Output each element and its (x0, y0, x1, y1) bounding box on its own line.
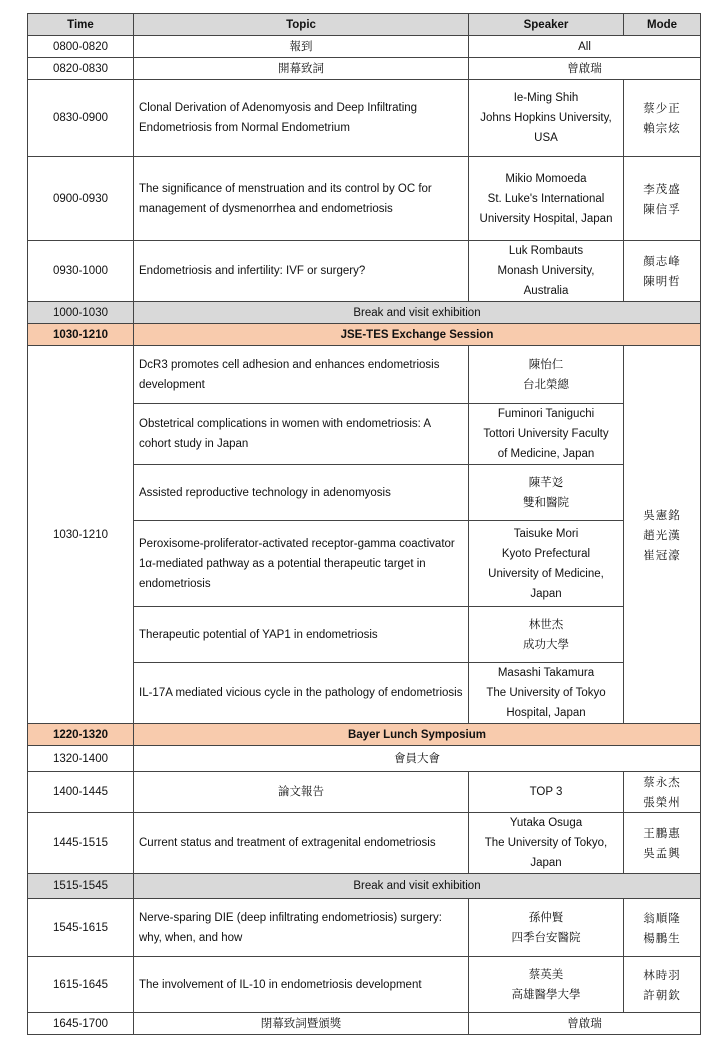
speaker-line: Yutaka Osuga (509, 817, 583, 829)
speaker-line: University Hospital, Japan (479, 212, 613, 225)
speaker-line: Taisuke Mori (513, 527, 579, 540)
moderator-line: 吳憲銘 (643, 507, 681, 522)
speaker-cell (469, 607, 624, 663)
speaker-cell (469, 346, 624, 404)
speaker-line: St. Luke's International (487, 192, 605, 205)
table-row (28, 813, 701, 874)
speaker-line: Masashi Takamura (497, 667, 595, 679)
moderator-line: 顏志峰 (643, 254, 681, 268)
speaker-cell (469, 80, 624, 157)
speaker-cell (469, 521, 624, 607)
mode-cell (624, 772, 701, 813)
header-speaker: Speaker (469, 14, 624, 36)
speaker-cell: 曾啟瑞 (469, 58, 701, 80)
moderator-line: 蔡少正 (643, 101, 681, 115)
time-cell: 1030-1210 (28, 324, 134, 346)
speaker-cell (469, 404, 624, 465)
speaker-cell (469, 157, 624, 241)
session-mode-cell (624, 346, 701, 724)
topic-cell: 開幕致詞 (134, 58, 469, 80)
mode-cell (624, 157, 701, 241)
table-row (28, 899, 701, 957)
speaker-cell: 曾啟瑞 (469, 1013, 701, 1035)
break-label: Break and visit exhibition (134, 874, 701, 899)
speaker-line: 四季台安醫院 (511, 931, 581, 944)
topic-cell: 論文報告 (134, 772, 469, 813)
speaker-line: 台北榮總 (523, 378, 569, 391)
speaker-line: Johns Hopkins University, (480, 112, 612, 124)
speaker-line: 蔡英美 (528, 968, 564, 981)
speaker-line: Japan (530, 857, 562, 869)
moderator-line: 蔡永杰 (643, 775, 681, 789)
session-header-row (28, 724, 701, 746)
moderator-line: 李茂盛 (643, 181, 681, 196)
table-row (28, 772, 701, 813)
session-title: JSE-TES Exchange Session (134, 324, 701, 346)
speaker-line: Ie-Ming Shih (513, 92, 579, 104)
time-cell: 1615-1645 (28, 957, 134, 1013)
time-cell: 1645-1700 (28, 1013, 134, 1035)
speaker-cell: All (469, 36, 701, 58)
table-row (28, 957, 701, 1013)
mode-cell (624, 957, 701, 1013)
time-cell: 1400-1445 (28, 772, 134, 813)
time-cell: 1000-1030 (28, 302, 134, 324)
time-cell: 0800-0820 (28, 36, 134, 58)
topic-cell: Assisted reproductive technology in adenomyosis (134, 465, 469, 521)
header-topic: Topic (134, 14, 469, 36)
moderator-line: 王鵬惠 (643, 826, 681, 840)
speaker-cell (469, 813, 624, 874)
speaker-line: USA (534, 132, 558, 144)
moderator-line: 張榮州 (643, 795, 681, 809)
break-row (28, 874, 701, 899)
mode-cell (624, 899, 701, 957)
topic-cell: The involvement of IL-10 in endometriosis development (134, 957, 469, 1013)
session-header-row (28, 324, 701, 346)
speaker-line: The University of Tokyo (486, 687, 606, 699)
speaker-cell: TOP 3 (469, 772, 624, 813)
moderator-line: 賴宗炫 (643, 121, 681, 135)
topic-cell: Endometriosis and infertility: IVF or surgery? (134, 241, 469, 302)
speaker-cell (469, 465, 624, 521)
session-time-cell: 1030-1210 (28, 346, 134, 724)
topic-cell: Clonal Derivation of Adenomyosis and Deep Infiltrating Endometriosis from Normal Endometrium (134, 80, 469, 157)
mode-cell (624, 813, 701, 874)
moderator-line: 吳孟興 (643, 846, 681, 860)
speaker-line: 陳怡仁 (528, 358, 564, 371)
table-row (28, 1013, 701, 1035)
time-cell: 0820-0830 (28, 58, 134, 80)
session-title: Bayer Lunch Symposium (134, 724, 701, 746)
topic-cell: Therapeutic potential of YAP1 in endometriosis (134, 607, 469, 663)
table-row (28, 58, 701, 80)
speaker-line: 林世杰 (528, 618, 564, 631)
speaker-line: 高雄醫學大學 (511, 988, 581, 1001)
table-row (28, 746, 701, 772)
topic-cell: The significance of menstruation and its control by OC for management of dysmenorrhea and endometriosis (134, 157, 469, 241)
schedule-table (27, 13, 701, 1035)
topic-cell: IL-17A mediated vicious cycle in the pathology of endometriosis (134, 663, 469, 724)
topic-cell: 閉幕致詞暨頒獎 (134, 1013, 469, 1035)
speaker-line: 成功大學 (523, 638, 569, 651)
table-row (28, 80, 701, 157)
header-time: Time (28, 14, 134, 36)
speaker-cell (469, 899, 624, 957)
topic-cell: 會員大會 (134, 746, 701, 772)
moderator-line: 趙光漢 (643, 527, 681, 542)
time-cell: 0900-0930 (28, 157, 134, 241)
table-row (28, 241, 701, 302)
time-cell: 1515-1545 (28, 874, 134, 899)
mode-cell (624, 80, 701, 157)
speaker-line: Hospital, Japan (506, 707, 586, 719)
moderator-line: 翁順隆 (643, 910, 681, 925)
speaker-cell (469, 957, 624, 1013)
time-cell: 1220-1320 (28, 724, 134, 746)
speaker-line: of Medicine, Japan (497, 448, 595, 460)
speaker-cell (469, 241, 624, 302)
speaker-line: Tottori University Faculty (483, 428, 609, 440)
topic-cell: Peroxisome-proliferator-activated receptor-gamma coactivator 1α-mediated pathway as a potential therapeutic target in endometriosis (134, 521, 469, 607)
speaker-line: 孫仲賢 (528, 911, 564, 924)
moderator-line: 陳明哲 (643, 274, 681, 288)
moderator-line: 林時羽 (643, 967, 681, 982)
session-talk-row (28, 346, 701, 404)
speaker-line: Australia (523, 285, 569, 297)
speaker-line: 陳芊彣 (528, 476, 564, 489)
table-row (28, 157, 701, 241)
time-cell: 1320-1400 (28, 746, 134, 772)
topic-cell: Current status and treatment of extragenital endometriosis (134, 813, 469, 874)
header-row (28, 14, 701, 36)
break-row (28, 302, 701, 324)
speaker-line: Mikio Momoeda (505, 172, 587, 185)
table-row (28, 36, 701, 58)
speaker-line: University of Medicine, (488, 567, 604, 580)
moderator-line: 崔冠濠 (643, 547, 681, 562)
topic-cell: 報到 (134, 36, 469, 58)
speaker-line: Fuminori Taniguchi (497, 408, 595, 420)
mode-cell (624, 241, 701, 302)
speaker-line: Japan (530, 587, 562, 600)
topic-cell: Obstetrical complications in women with endometriosis: A cohort study in Japan (134, 404, 469, 465)
moderator-line: 陳信孚 (643, 201, 681, 216)
header-mode: Mode (624, 14, 701, 36)
speaker-line: 雙和醫院 (523, 496, 569, 509)
topic-cell: Nerve-sparing DIE (deep infiltrating endometriosis) surgery: why, when, and how (134, 899, 469, 957)
speaker-line: Kyoto Prefectural (501, 547, 591, 560)
moderator-line: 楊鵬生 (643, 930, 681, 945)
break-label: Break and visit exhibition (134, 302, 701, 324)
time-cell: 0930-1000 (28, 241, 134, 302)
moderator-line: 許朝欽 (643, 987, 681, 1002)
time-cell: 0830-0900 (28, 80, 134, 157)
time-cell: 1545-1615 (28, 899, 134, 957)
speaker-cell (469, 663, 624, 724)
speaker-line: Luk Rombauts (508, 245, 584, 257)
topic-cell: DcR3 promotes cell adhesion and enhances endometriosis development (134, 346, 469, 404)
speaker-line: Monash University, (497, 265, 595, 277)
time-cell: 1445-1515 (28, 813, 134, 874)
speaker-line: The University of Tokyo, (484, 837, 608, 849)
